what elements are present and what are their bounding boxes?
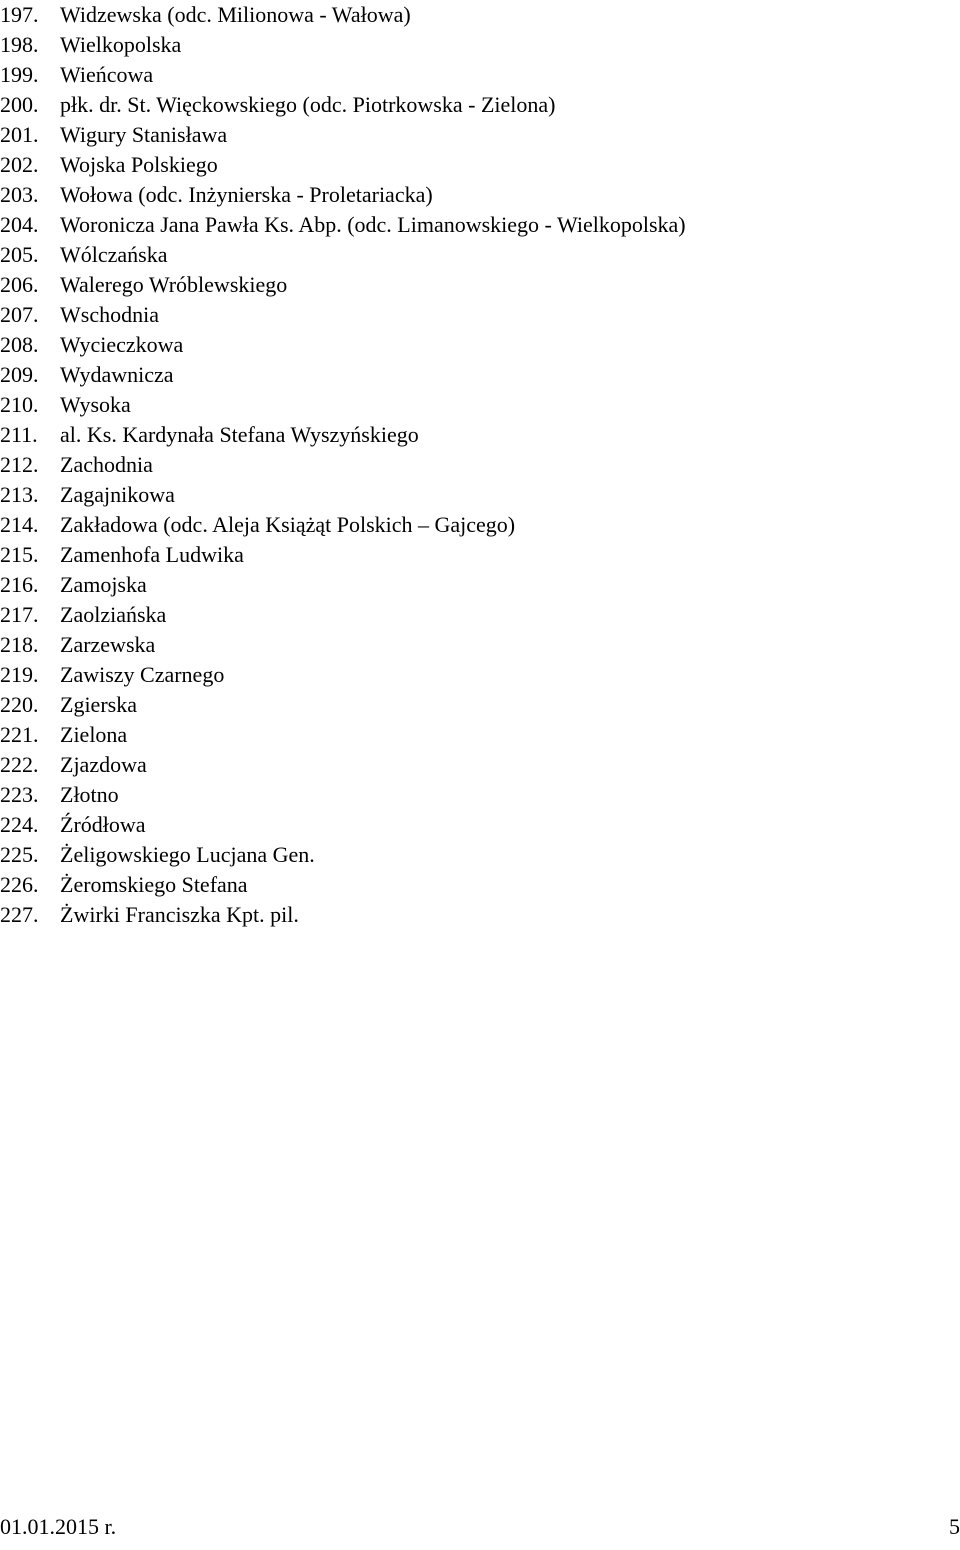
list-item [0,0,686,30]
list-item [0,630,686,660]
list-item [0,570,686,600]
item-number: 220. [0,692,39,717]
item-number: 209. [0,362,39,387]
list-item [0,330,686,360]
item-number: 197. [0,2,39,27]
street-name: Żeligowskiego Lucjana Gen. [60,842,315,867]
street-name: Widzewska (odc. Milionowa - Wałowa) [60,2,411,27]
street-name: Zachodnia [60,452,153,477]
list-item [0,300,686,330]
list-item [0,660,686,690]
street-list [0,0,686,930]
item-number: 217. [0,602,39,627]
item-number: 212. [0,452,39,477]
item-number: 214. [0,512,39,537]
item-number: 204. [0,212,39,237]
list-item [0,270,686,300]
footer-date: 01.01.2015 r. [0,1514,117,1539]
street-name: Zarzewska [60,632,156,657]
list-item [0,540,686,570]
list-item [0,420,686,450]
item-number: 208. [0,332,39,357]
street-name: Wojska Polskiego [60,152,218,177]
item-number: 219. [0,662,39,687]
street-name: Woronicza Jana Pawła Ks. Abp. (odc. Limanowskiego - Wielkopolska) [60,212,686,237]
street-name: Walerego Wróblewskiego [60,272,288,297]
street-name: Zamenhofa Ludwika [60,542,244,567]
street-name: Zakładowa (odc. Aleja Książąt Polskich – Gajcego) [60,512,516,537]
street-name: Wieńcowa [60,62,154,87]
street-name: Żwirki Franciszka Kpt. pil. [60,902,299,927]
item-number: 215. [0,542,39,567]
item-number: 210. [0,392,39,417]
list-item [0,120,686,150]
street-name: Wołowa (odc. Inżynierska - Proletariacka) [60,182,433,207]
street-name: Wigury Stanisława [60,122,228,147]
list-item [0,870,686,900]
item-number: 213. [0,482,39,507]
item-number: 224. [0,812,39,837]
list-item [0,90,686,120]
list-item [0,690,686,720]
item-number: 226. [0,872,39,897]
list-item [0,720,686,750]
item-number: 199. [0,62,39,87]
list-item [0,840,686,870]
list-item [0,360,686,390]
item-number: 222. [0,752,39,777]
item-number: 225. [0,842,39,867]
street-name: Wycieczkowa [60,332,184,357]
street-name: Wólczańska [60,242,168,267]
street-name: Żeromskiego Stefana [60,872,248,897]
street-name: Wielkopolska [60,32,182,57]
item-number: 203. [0,182,39,207]
item-number: 223. [0,782,39,807]
street-name: Zgierska [60,692,137,717]
list-item [0,60,686,90]
item-number: 216. [0,572,39,597]
street-name: Zaolziańska [60,602,167,627]
list-item [0,240,686,270]
list-item [0,810,686,840]
item-number: 202. [0,152,39,177]
list-item [0,390,686,420]
page-number: 5 [949,1514,960,1539]
item-number: 227. [0,902,39,927]
street-name: Złotno [60,782,119,807]
list-item [0,600,686,630]
street-name: Zawiszy Czarnego [60,662,225,687]
list-item [0,180,686,210]
street-name: Zielona [60,722,128,747]
list-item [0,750,686,780]
item-number: 206. [0,272,39,297]
street-name: Źródłowa [60,812,146,837]
item-number: 200. [0,92,39,117]
street-name: Wydawnicza [60,362,174,387]
list-item [0,780,686,810]
street-name: płk. dr. St. Więckowskiego (odc. Piotrkowska - Zielona) [60,92,556,117]
item-number: 211. [0,422,38,447]
street-name: Wysoka [60,392,131,417]
item-number: 207. [0,302,39,327]
list-item [0,150,686,180]
list-item [0,900,686,930]
list-item [0,480,686,510]
list-item [0,510,686,540]
street-name: al. Ks. Kardynała Stefana Wyszyńskiego [60,422,419,447]
item-number: 201. [0,122,39,147]
item-number: 221. [0,722,39,747]
item-number: 218. [0,632,39,657]
item-number: 198. [0,32,39,57]
street-name: Wschodnia [60,302,159,327]
street-name: Zagajnikowa [60,482,175,507]
list-item [0,30,686,60]
list-item [0,210,686,240]
list-item [0,450,686,480]
street-name: Zjazdowa [60,752,147,777]
street-name: Zamojska [60,572,147,597]
item-number: 205. [0,242,39,267]
